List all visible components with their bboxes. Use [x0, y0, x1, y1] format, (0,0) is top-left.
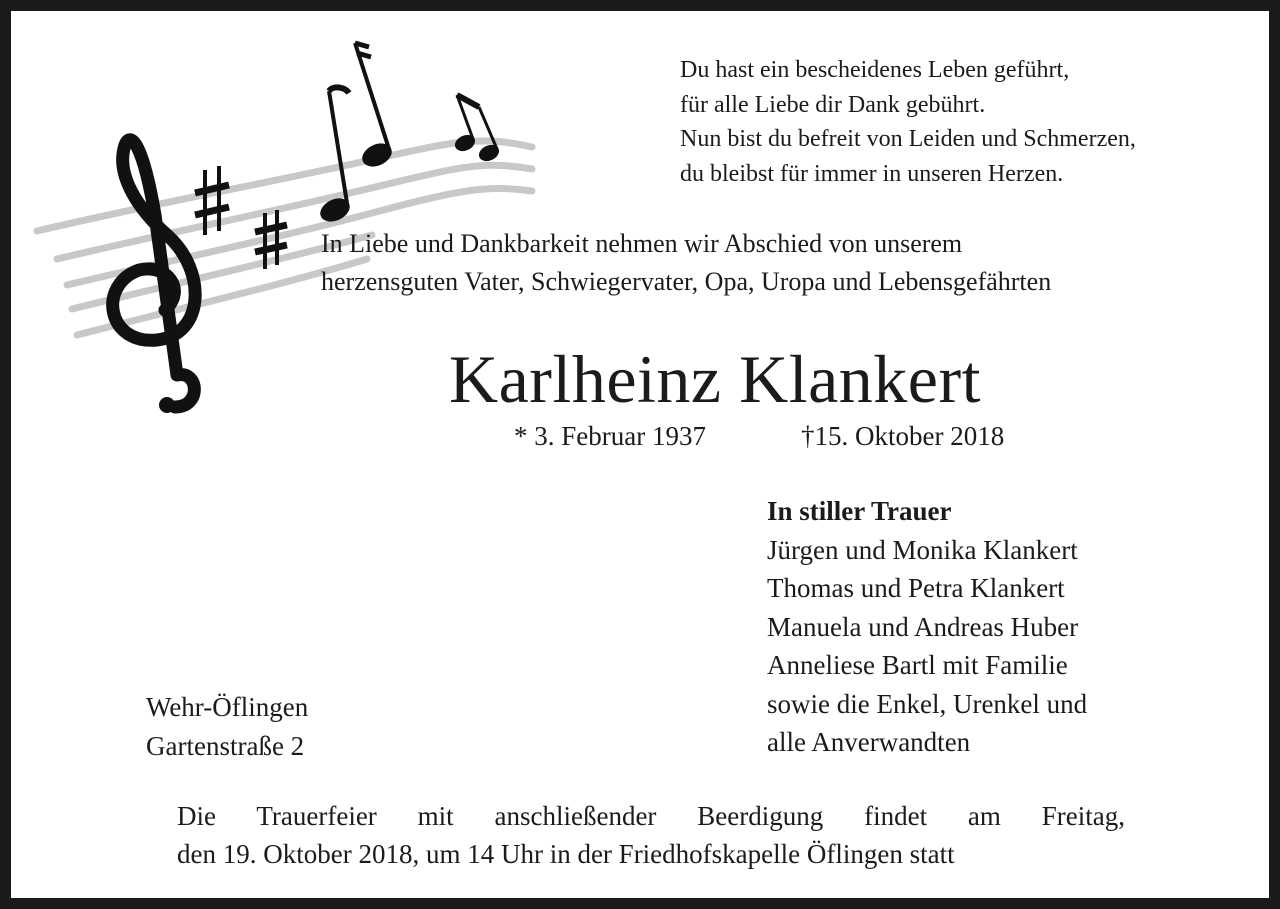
- address: [146, 688, 308, 765]
- address-street: Gartenstraße 2: [146, 730, 305, 761]
- intro-text: [321, 225, 1051, 301]
- poem-line: du bleibst für immer in unseren Herzen.: [680, 160, 1064, 187]
- mourner-line: alle Anverwandten: [767, 727, 971, 757]
- address-city: Wehr-Öflingen: [146, 692, 309, 722]
- death-date: †15. Oktober 2018: [801, 421, 1005, 451]
- funeral-notice: [177, 797, 1125, 873]
- poem-line: für alle Liebe dir Dank gebührt.: [680, 91, 986, 118]
- funeral-line: den 19. Oktober 2018, um 14 Uhr in der Friedhofskapelle Öflingen statt: [177, 839, 955, 869]
- mourner-line: Manuela und Andreas Huber: [767, 611, 1079, 642]
- mourner-line: sowie die Enkel, Urenkel und: [767, 688, 1088, 719]
- mourners-list: [767, 492, 1087, 762]
- intro-line: herzensguten Vater, Schwiegervater, Opa, Uropa und Lebensgefährten: [321, 267, 1052, 296]
- poem-line: Nun bist du befreit von Leiden und Schmerzen,: [680, 126, 1136, 152]
- birth-date: * 3. Februar 1937: [514, 421, 706, 451]
- mourner-line: Anneliese Bartl mit Familie: [767, 650, 1068, 680]
- deceased-name: Karlheinz Klankert: [449, 341, 981, 417]
- poem-line: Du hast ein bescheidenes Leben geführt,: [680, 57, 1070, 83]
- intro-line: In Liebe und Dankbarkeit nehmen wir Abschied von unserem: [321, 229, 963, 258]
- funeral-line: Die Trauerfeier mit anschließender Beerdigung findet am Freitag,: [177, 801, 1125, 831]
- mourners-heading: In stiller Trauer: [767, 496, 952, 526]
- mourner-line: Jürgen und Monika Klankert: [767, 534, 1078, 565]
- poem: [680, 53, 1136, 191]
- mourner-line: Thomas und Petra Klankert: [767, 573, 1065, 603]
